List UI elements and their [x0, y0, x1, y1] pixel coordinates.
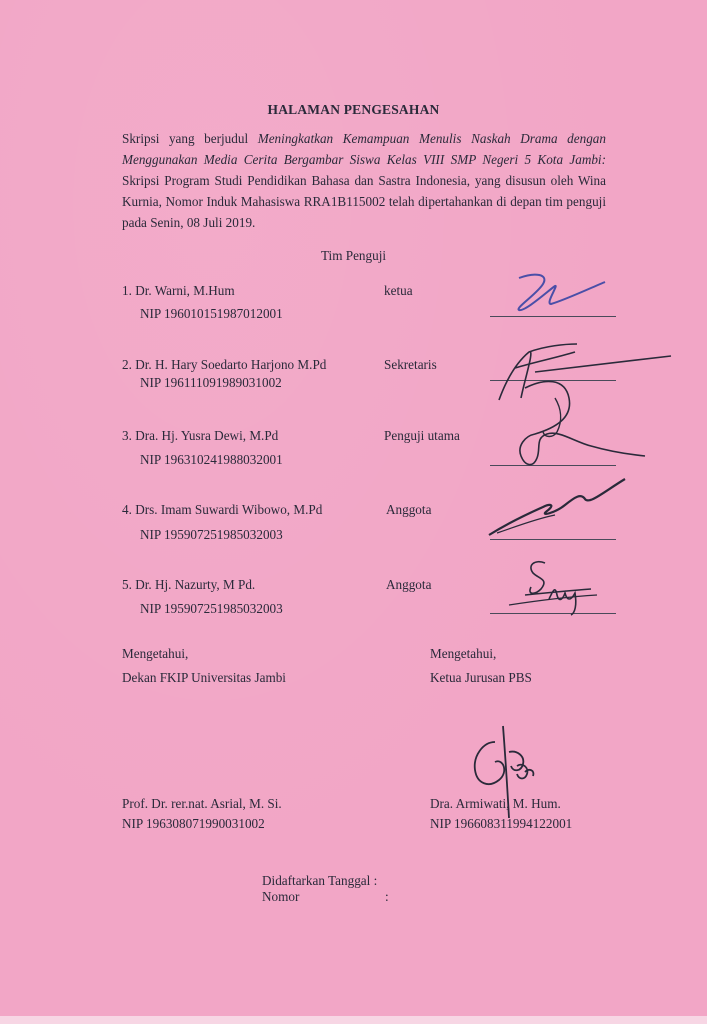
registration-number-label: Nomor	[262, 889, 300, 904]
examiner-5-role: Anggota	[386, 577, 432, 592]
examiner-2-nip: NIP 196111091989031002	[140, 375, 282, 390]
approval-paragraph	[122, 128, 606, 233]
examiner-3-role: Penguji utama	[384, 428, 460, 443]
signature-line-1	[490, 316, 616, 317]
right-mengetahui: Mengetahui,	[430, 646, 497, 661]
signature-line-3	[490, 465, 616, 466]
examiner-4-role: Anggota	[386, 502, 432, 517]
signature-1-image	[505, 270, 615, 320]
signature-5-image	[505, 555, 605, 620]
examiner-1-role: ketua	[384, 283, 413, 298]
page-title: HALAMAN PENGESAHAN	[267, 102, 440, 117]
examiner-2-name: 2. Dr. H. Hary Soedarto Harjono M.Pd	[122, 357, 327, 372]
examiner-4-nip: NIP 195907251985032003	[140, 527, 283, 542]
examiners-heading: Tim Penguji	[320, 248, 387, 263]
left-position: Dekan FKIP Universitas Jambi	[122, 670, 286, 685]
left-signatory-nip: NIP 196308071990031002	[122, 816, 265, 831]
paragraph-prefix: Skripsi yang berjudul	[122, 131, 258, 146]
signature-line-2	[490, 380, 616, 381]
thesis-title: Meningkatkan Kemampuan Menulis Naskah Drama dengan Menggunakan Media Cerita Bergambar Siswa Kelas VIII SMP Negeri 5 Kota Jambi:	[122, 131, 606, 167]
left-signatory-name: Prof. Dr. rer.nat. Asrial, M. Si.	[122, 796, 282, 811]
signature-line-5	[490, 613, 616, 614]
right-position: Ketua Jurusan PBS	[430, 670, 532, 685]
examiner-1-nip: NIP 196010151987012001	[140, 306, 283, 321]
examiner-4-name: 4. Drs. Imam Suwardi Wibowo, M.Pd	[122, 502, 323, 517]
paper-edge	[0, 1016, 707, 1024]
left-mengetahui: Mengetahui,	[122, 646, 189, 661]
registration-number-colon: :	[385, 889, 389, 904]
examiner-5-name: 5. Dr. Hj. Nazurty, M Pd.	[122, 577, 256, 592]
signature-line-4	[490, 539, 616, 540]
examiner-3-nip: NIP 196310241988032001	[140, 452, 283, 467]
right-signatory-name: Dra. Armiwati, M. Hum.	[430, 796, 561, 811]
signature-2-3-image	[495, 338, 675, 478]
right-signatory-nip: NIP 196608311994122001	[430, 816, 573, 831]
examiner-2-role: Sekretaris	[384, 357, 437, 372]
examiner-1-name: 1. Dr. Warni, M.Hum	[122, 283, 235, 298]
paragraph-rest: Skripsi Program Studi Pendidikan Bahasa dan Sastra Indonesia, yang disusun oleh Wina Kurnia, Nomor Induk Mahasiswa RRA1B115002 telah dipertahankan di depan tim penguji pada Senin, 08 Juli 2019.	[122, 173, 606, 230]
registration-date-label: Didaftarkan Tanggal :	[262, 873, 378, 888]
examiner-5-nip: NIP 195907251985032003	[140, 601, 283, 616]
examiner-3-name: 3. Dra. Hj. Yusra Dewi, M.Pd	[122, 428, 279, 443]
signature-4-image	[485, 475, 635, 545]
